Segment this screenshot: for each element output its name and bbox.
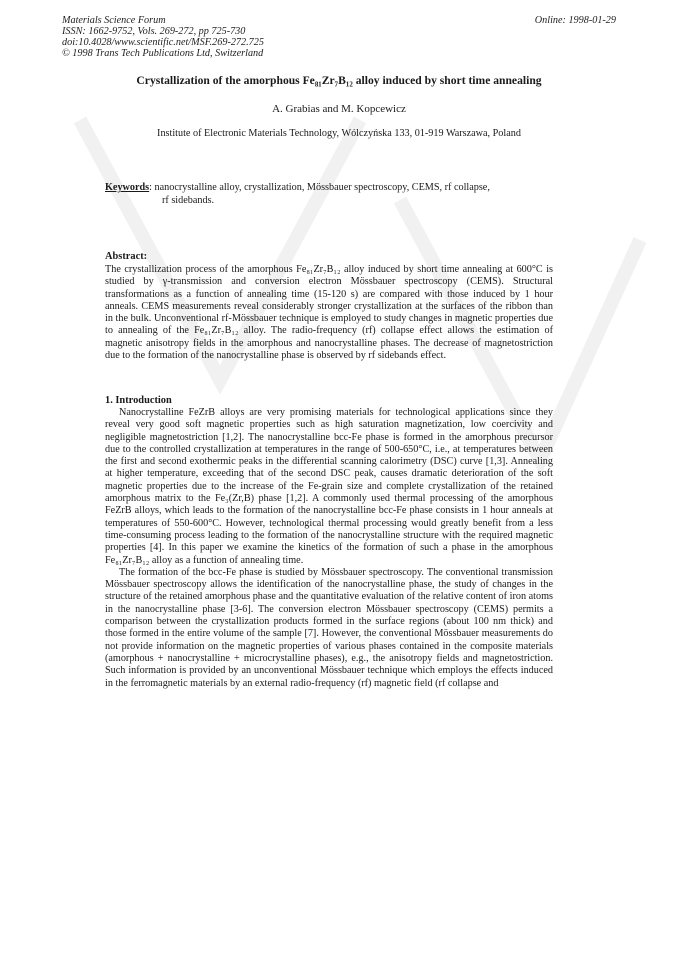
paper-affiliation: Institute of Electronic Materials Technology, Wólczyńska 133, 01-919 Warszawa, Poland: [157, 128, 521, 139]
journal-header: [62, 15, 264, 59]
intro-paragraph-2: The formation of the bcc-Fe phase is studied by Mössbauer spectroscopy. The conventional transmission Mössbauer spectroscopy allows the identification of the nanocrystalline phase, the study of changes in the structure of the retained amorphous phase and the quantitative evaluation of the relative content of iron atoms in the nanocrystalline phase [3-6]. The conversion electron Mössbauer spectroscopy (CEMS) permits a comparison between the crystallization products formed in the surface regions (about 100 nm thick) and those formed in the entire volume of the sample [7]. However, the conventional Mössbauer measurements do not provide information on the magnetic properties of various phases contained in the composite materials (amorphous + nanocrystalline + microcrystalline phases), e.g., the anisotropy fields and magnetostriction. Such information is provided by an unconventional Mössbauer technique which employs the effects induced in the ferromagnetic materials by an external radio-frequency (rf) magnetic field (rf collapse and: [105, 566, 553, 689]
copyright-line: © 1998 Trans Tech Publications Ltd, Switzerland: [62, 48, 264, 59]
issn-line: ISSN: 1662-9752, Vols. 269-272, pp 725-730: [62, 26, 246, 37]
paper-title: Crystallization of the amorphous Fe₈₁Zr₇B₁₂ alloy induced by short time annealing: [136, 74, 542, 87]
introduction-heading: 1. Introduction: [105, 395, 172, 406]
keywords-line-1: : nanocrystalline alloy, crystallization, Mössbauer spectroscopy, CEMS, rf collapse,: [149, 182, 490, 193]
doi-line: doi:10.4028/www.scientific.net/MSF.269-272.725: [62, 37, 264, 48]
keywords: [105, 182, 490, 207]
keywords-line-2: rf sidebands.: [162, 194, 215, 206]
abstract-text: The crystallization process of the amorphous Fe₈₁Zr₇B₁₂ alloy induced by short time annealing at 600°C is studied by γ-transmission and conversion electron Mössbauer spectroscopy (CEMS). Structural transformations as a function of annealing time (15-120 s) are compared with those induced by 1 hour anneals. CEMS measurements reveal considerably stronger crystallization at the surfaces of the ribbon than in the bulk. Unconventional rf-Mössbauer technique is employed to study changes in magnetic properties due to annealing of the Fe₈₁Zr₇B₁₂ alloy. The radio-frequency (rf) collapse effect allows the estimation of magnetic anisotropy fields in the amorphous and nanocrystalline phases. The decrease of magnetostriction due to the formation of the nanocrystalline phase is observed by rf sidebands effect.: [105, 264, 553, 362]
paper-authors: A. Grabias and M. Kopcewicz: [272, 103, 406, 115]
intro-paragraph-1: Nanocrystalline FeZrB alloys are very promising materials for technological applications since they reveal very good soft magnetic properties such as high saturation magnetization, low coercivity and negligible magnetostriction [1,2]. The nanocrystalline bcc-Fe phase is formed in the amorphous precursor due to the controlled crystallization at temperatures in the range of 500-650°C, i.e., at temperatures between the first and second exothermic peaks in the differential scanning calorimetry (DSC) curve [1,3]. Annealing at higher temperature, exceeding that of the second DSC peak, causes dramatic deterioration of the soft magnetic properties due to the increase of the Fe-grain size and complete crystallization of the retained amorphous matrix to the Fe₃(Zr,B) phase [1,2]. A commonly used thermal processing of the amorphous FeZrB alloys, which leads to the formation of the nanocrystalline bcc-Fe phase consists in 1 hour anneals at temperatures of 550-600°C. However, technological thermal processing would greatly benefit from a less time-consuming process leading to the formation of the nanocrystalline structure with the required magnetic properties [4]. In this paper we examine the kinetics of the formation of such a phase in the amorphous Fe₈₁Zr₇B₁₂ alloy as a function of annealing time.: [105, 407, 553, 566]
journal-name: Materials Science Forum: [62, 15, 166, 26]
keywords-label: Keywords: [105, 182, 150, 193]
online-date: Online: 1998-01-29: [534, 15, 616, 26]
introduction-text: [105, 407, 553, 690]
abstract-heading: Abstract:: [105, 251, 148, 262]
